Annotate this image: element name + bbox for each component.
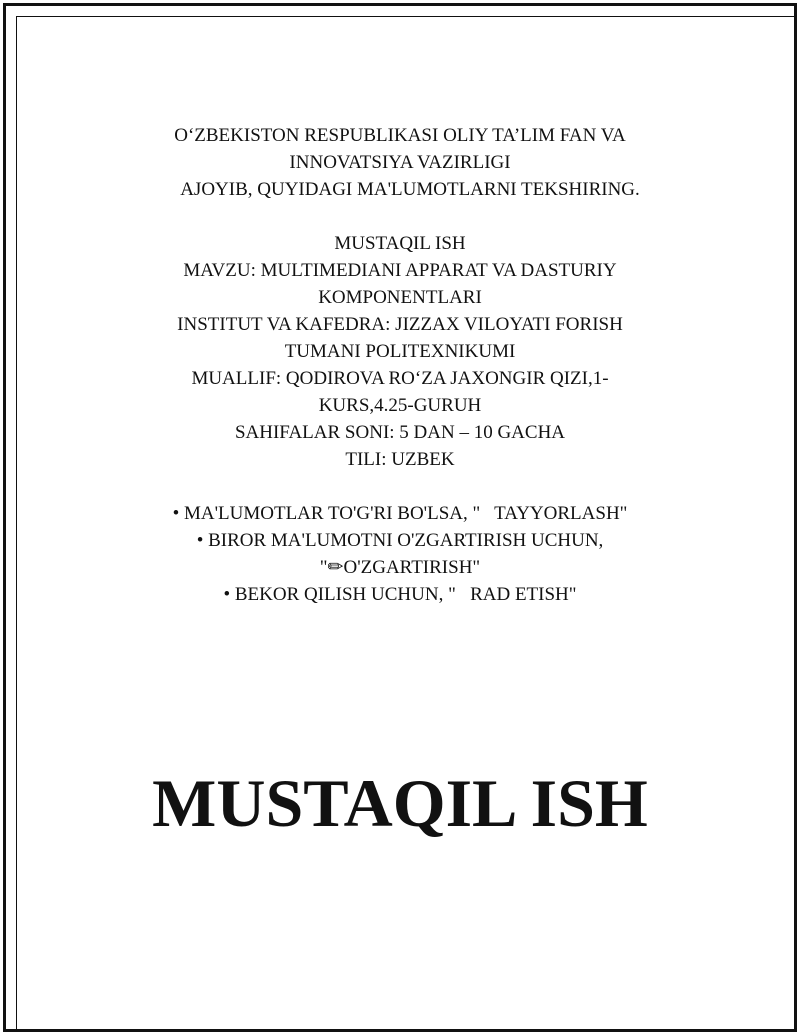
topic-line-2: KOMPONENTLARI	[318, 287, 482, 308]
author-line-2: KURS,4.25-GURUH	[318, 395, 482, 416]
institute-line-1: INSTITUT VA KAFEDRA: JIZZAX VILOYATI FORISH	[177, 314, 623, 335]
page-title: MUSTAQIL ISH	[152, 765, 648, 841]
confirm-option: • MA'LUMOTLAR TO'G'RI BO'LSA, " TAYYORLASH"	[172, 503, 628, 524]
spacer	[0, 473, 800, 500]
work-type: MUSTAQIL ISH	[334, 233, 466, 254]
topic-line-1: MAVZU: MULTIMEDIANI APPARAT VA DASTURIY	[183, 260, 617, 281]
ministry-line-1: O‘ZBEKISTON RESPUBLIKASI OLIY TA’LIM FAN VA	[174, 125, 626, 146]
author-line-1: MUALLIF: QODIROVA RO‘ZA JAXONGIR QIZI,1-	[191, 368, 609, 389]
institute-line-2: TUMANI POLITEXNIKUMI	[284, 341, 516, 362]
spacer	[0, 203, 800, 230]
language: TILI: UZBEK	[345, 449, 455, 470]
page-count: SAHIFALAR SONI: 5 DAN – 10 GACHA	[234, 422, 566, 443]
ministry-line-2: INNOVATSIYA VAZIRLIGI	[289, 152, 511, 173]
edit-option-line-1: • BIROR MA'LUMOTNI O'ZGARTIRISH UCHUN,	[196, 530, 604, 551]
document-body	[0, 122, 800, 608]
check-prompt: AJOYIB, QUYIDAGI MA'LUMOTLARNI TEKSHIRING.	[180, 179, 640, 200]
edit-option-line-2: "✏O'ZGARTIRISH"	[319, 557, 481, 578]
cancel-option: • BEKOR QILISH UCHUN, " RAD ETISH"	[223, 584, 577, 605]
